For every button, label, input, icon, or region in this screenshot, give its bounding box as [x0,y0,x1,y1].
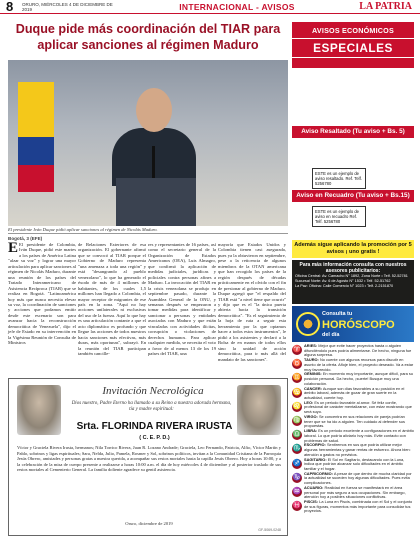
leo-icon: ♌ [292,402,302,410]
pisces-icon: ♓ [292,502,302,510]
sign-virgo [292,415,414,429]
sign-geminis [292,372,414,386]
boxed-ad-banner: Aviso en Recuadro (Tu aviso + Bs.15) [292,190,414,202]
sign-text: A pesar de que dentro de mucha claridad por la actualidad se suceden hoy algunas dificultades. Pues evita complicaciones. [304,471,412,486]
boxed-ad-sample: ESTE es un ejemplo de aviso en recuadro Ref. Telf. 5256780 [312,206,366,227]
obituary-title: Invitación Necrológica [102,385,204,397]
info-box [292,260,414,304]
sign-name: LEO: [304,400,314,405]
speaker-head [136,88,172,132]
sign-text: Es un periodo excelente a configuraciones en el ámbito laboral. Lo que podría aliviarlo hoy más. Evite contacto con problemas de salud. [304,429,414,443]
sign-text: Es un periodo favorable al amor. Sé feliz confíe, profesional de carácter mentalizarse, con estar mostrando que será suyo. [304,400,412,415]
newspaper-brand: LA PATRIA [359,1,412,12]
taurus-icon: ♉ [292,360,302,368]
article-column-1 [8,242,76,346]
sign-name: LIBRA: [304,429,318,434]
highlighted-ad-sample: ESTE es un ejemplo de aviso resaltado. Ref. Telf. 5256780 [312,168,366,189]
article-photo [8,60,288,226]
deceased-portrait-right [237,385,281,435]
obituary-notice [8,378,288,536]
sign-text: No cuente con algunos recursos para discutir en asunto de la oferta. Afloje bien, el proyecto deseado. Va a estar muy favorecido. [304,358,414,372]
article-column-4: mayoría que Estados Unidos y Colombia tienen casi asegurada, pues ya la obtuvieron en septiembre, pese a la reticencia de algunos miembros de la OTAN americana que han recogido los países de la región después de décadas prácticamente en el olvido con el fin de presionar al gobierno de Maduro. Duque agregó que "el respaldo del TIAR está "a nivel tiene que ocurrir" y dijo que es el "la única puerta abierta hacia la transición democrática". "Es el seguimiento de la hoja de ruta a seguir esta herramienta por la que optamos hacer a todos estos instrumentos", le pidió a los asistentes y declaró a la Bolsa de en manos de todos ellos sino la unidad de acción democrática, para ir más allá del mandato de las sanciones". [218,242,286,362]
sign-name: VIRGO: [304,414,318,419]
sign-name: PISCIS: [304,500,319,505]
sign-name: SAGITARIO: [304,457,327,462]
sign-sagitario [292,458,414,472]
info-line: Sucursal Norte: Av. 6 de Agosto N° 1532 • Telf. 52-51762 [295,279,391,283]
sign-name: CAPRICORNIO: [304,471,333,476]
podium [116,178,196,226]
sign-name: ACUARIO: [304,485,324,490]
aries-icon: ♈ [292,346,302,353]
page-number: 8 [6,0,14,14]
obituary-subtitle: Dios nuestro, Padre Eterno ha llamado a su Reino a nuestra adorada hermana, tía y madre espiritual: [71,401,232,413]
scorpio-icon: ♏ [292,445,302,453]
classifieds-column [292,22,414,538]
capricorn-icon: ♑ [292,473,302,481]
promo-box: Además sigue aplicando la promoción por 5 avisos ¡ uno gratis ! [292,240,414,258]
sign-piscis [292,500,414,514]
article-byline: Bogotá, 3 (EFE) [8,236,43,241]
article-column-2: de Relaciones Exteriores de esa organización. El gobernante afirmó que se convocó al TIAR porque el Gobierno de Maduro representa "una amenaza a toda una región" y está "desangrando al pueblo venezolano", lo que ha generado el éxodo de más de 4 millones de habitantes, de los cuales 1,5 millones han llegado a Colombia, el mayor receptor de migrantes de ese país en la zona. "Aquí no hay acciones unilaterales ni exclusivas del uso de la fuerza. Aquí lo que hay es una articulación contante a que el acto diplomático es profundo y que llegue las acciones de todos nuestros hacia sanciones más efectivas, más duras, más oportunas", subrayó. En la reunión del TIAR participan también cancille- [78,242,146,357]
obituary-code: GF-5069-0248 [258,528,281,532]
info-line: La Paz: Oficina: Calle Comercio N° 1023 • Telf. 2-2151870 [295,284,394,288]
info-title: Para más información consulta con nuestros asesores publicitarios: [299,262,407,274]
classifieds-header [292,22,414,68]
zodiac-wheel-icon [296,312,320,336]
sign-text: Sentiremos en sus que podría utilizar mejor algunas herramientas y ganar rentas de esfuerzo. Ahora bien: atención a gastos no previstos. [304,443,411,457]
highlighted-ad-banner: Aviso Resaltado (Tu aviso + Bs. 5) [292,126,414,138]
sign-text: Se concentra en sus relaciones de pareja podrían tener que se ha ido a alguien. Ten cuidado al defender sus propuestas. [304,414,405,429]
virgo-icon: ♍ [292,416,302,424]
sign-text: La Luna en Piscis, combinada con el Sol y el conjunto de sus figuras, momentos más importante para consolidar tus proyectos. [304,500,413,514]
sign-text: Mejor que evite hacer proyectos hasta o alguien difundiéndolo pues podría alimentarse. De hecho, ninguna fue alguna sorpresa. [304,344,412,358]
sign-cancer [292,387,414,401]
religious-portrait-left [17,385,61,435]
cancer-icon: ♋ [292,388,302,396]
libra-icon: ♎ [292,431,302,439]
sign-text: El Sol en Sagitario, destacando con la Luna, indica que podrían alcanzar solo dificultades en el ámbito familiar y el hogar. [304,457,405,471]
sign-name: TAURO: [304,358,319,363]
article-text-1: El presidente de Colombia, Iván Duque, pidió este martes a los países de América Latina "alzar su voz" y lograr una mayor articulación para aplicar sanciones al régimen de Nicolás Maduro, durante una reunión de los países del Tratado Interamericano de Asistencia Recíproca (TIAR) que se realiza en Bogotá. "Latinoamérica hoy más que nunca necesita elevar su voz, la coordinación de sanciones y acciones que podamos emitir desde este escenario son para avanzar hacia la reconstrucción democrática de Venezuela", dijo el jefe de Estado en su intervención en la Vigésima Reunión de Consulta de Ministros [8,242,76,346]
photo-caption: El presidente Iván Duque pidió aplicar sanciones al régimen de Nicolás Maduro. [8,227,288,234]
sign-text: Realidad en fuerza se manifestará en el área personal por más seguro a sus ocupaciones. Sin embargo, atención hoy a posibles situaciones conflictivas. [304,485,406,500]
obituary-cep: ( C. E. P. D.) [139,435,170,441]
obituary-place-date: Oruro, diciembre de 2019 [125,521,173,526]
article-headline: Duque pide más coordinación del TIAR para aplicar sanciones al régimen Maduro [15,22,281,52]
microphone [152,146,155,178]
sign-text: En momento muy importante, aunque difícil, para su posición personal. Da hecho, ¡suerte! Busque muy una colaboración. [304,372,414,386]
drop-cap: E [8,240,19,256]
horoscope-banner [292,306,414,342]
issue-date: ORURO, MIÉRCOLES 4 DE DICIEMBRE DE 2019 [22,1,113,12]
sign-tauro [292,358,414,372]
aquarius-icon: ♒ [292,487,302,495]
sagittarius-icon: ♐ [292,459,302,467]
article-column-3: res y representantes de 16 países, así como el secretario general de la Organización de Estados Americanos (OEA), Luis Almagro, que confirmó la aplicación de medidas judiciales, jurídicas y policiales contra personas afines a Maduro. La invocación del TIAR en la crisis venezolana se produjo en septiembre pasado, durante la Asamblea General de la ONU, y semanas después se empezaron a tomar medidas para identificar y sancionar a personas y entidades asociadas con Maduro y que están vinculadas con actividades ilícitas, corrupción o violaciones de derechos humanos. Para aplicar cualquier medida, se necesita el voto a favor de al menos 13 de los 19 países del TIAR, una [148,242,216,357]
sign-name: ESCORPIO: [304,443,326,448]
sign-aries [292,344,414,358]
section-title: INTERNACIONAL - AVISOS [179,1,295,12]
sign-name: ARIES: [304,344,318,348]
classifieds-big: ESPECIALES [292,38,414,58]
gemini-icon: ♊ [292,374,302,382]
sign-libra [292,429,414,443]
colombia-flag [18,82,54,192]
horoscope-title: HORÓSCOPO [322,319,395,331]
horoscope-day: del día [322,332,340,338]
sign-name: CÁNCER: [304,386,322,391]
info-line: Oficina Central: Av. Camacho N° 1892, Zona Norte • Telf. 52-52781 [295,274,408,278]
sign-acuario [292,486,414,500]
horoscope-list [292,344,414,514]
sign-name: GÉMINIS: [304,372,322,377]
sign-text: Aunque son días favorables a su posición en el ámbito laboral, además de gozar de gran suerte en la actualidad, cuente hoy. [304,386,405,400]
sign-escorpio [292,443,414,457]
classifieds-top: AVISOS ECONÓMICOS [312,26,394,35]
sign-leo [292,401,414,415]
deceased-name: Srta. FLORINDA RIVERA IRUSTA [76,421,233,432]
sign-capricornio [292,472,414,486]
page-header [0,0,420,14]
obituary-body: Víctor y Graciela Rivera Irusta, hermanos; Nila Torrico Rivera, Juan R. Lozano Andrade; Graciela, Leo Fernando, Patricia, Alfio, Víctor Martín y Pablo, sobrinos y ligas espirituales; Sara, Nelda, Julio, Pamela, Rosmer y Sol, sobrinos políticos, invitan a la Comunidad Cristiana de la Parroquia Jesús Obrero, amistades y personas gratas a nuestra querida, a acompañar sus restos mortales hasta la capilla Jesús Obrero. Hoy a horas 10:00, y a la celebración de la misa de cuerpo presente a realizarse a horas 10:00 a.m. el día de hoy miércoles 4 de diciembre y al posterior traslado de sus restos mortales al Cementerio General. La familia doliente agradece su gentil asistencia. [17,445,281,472]
horoscope-sub: Consulta tu [322,311,353,317]
